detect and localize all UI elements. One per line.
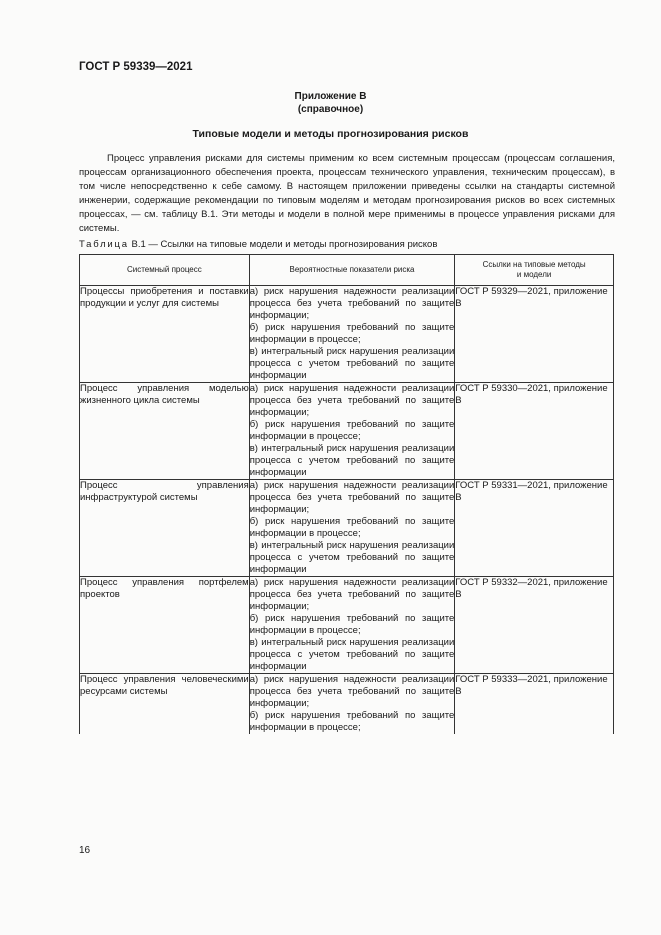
- reference-cell: ГОСТ Р 59332—2021, приложение В: [455, 577, 614, 674]
- risk-indicator-cell: а) риск нарушения надежности реализации процесса без учета требований по защите информации;: [249, 286, 455, 321]
- risk-models-table: [79, 254, 614, 734]
- process-cell: Процесс управления портфелем проектов: [80, 577, 250, 674]
- risk-indicator-cell: а) риск нарушения надежности реализации процесса без учета требований по защите информации;: [249, 674, 455, 709]
- risk-indicator-cell: в) интегральный риск нарушения реализации процесса с учетом требований по защите информации: [249, 540, 455, 575]
- table-row: [80, 383, 614, 420]
- intro-paragraph: Процесс управления рисками для системы применим ко всем системным процессам (процессам соглашения, процессам организационного обеспечения проекта, процессам технического управления, техническим процессам), в том числе непосредственно к себе самому. В настоящем приложении приведены ссылки на стандарты системной инженерии, содержащие рекомендации по типовым моделям и методам прогнозирования рисков во всех системных процессах, — см. таблицу В.1. Эти методы и модели в полной мере применимы в процессе управления рисками для системы.: [79, 153, 615, 234]
- risk-indicator-cell: в) интегральный риск нарушения реализации процесса с учетом требований по защите информации: [249, 637, 455, 672]
- header-references: Ссылки на типовые методы и модели: [455, 255, 614, 286]
- table-body: [80, 286, 614, 735]
- risk-indicator-cell: а) риск нарушения надежности реализации процесса без учета требований по защите информации;: [249, 480, 455, 515]
- table-row: [80, 286, 614, 323]
- process-cell: Процесс управления моделью жизненного цикла системы: [80, 383, 250, 480]
- risk-indicator-cell: б) риск нарушения требований по защите информации в процессе;: [249, 419, 455, 442]
- table-caption: [79, 239, 437, 250]
- reference-cell: ГОСТ Р 59329—2021, приложение В: [455, 286, 614, 383]
- annex-title: Приложение В: [294, 91, 367, 102]
- table-row: [80, 577, 614, 614]
- risk-indicator-cell: б) риск нарушения требований по защите информации в процессе;: [249, 710, 455, 733]
- page-number: 16: [79, 845, 91, 856]
- risk-indicator-cell: б) риск нарушения требований по защите информации в процессе;: [249, 613, 455, 636]
- table-row: [80, 674, 614, 711]
- process-cell: Процесс управления человеческими ресурсами системы: [80, 674, 250, 735]
- annex-subtitle: (справочное): [297, 104, 364, 115]
- table-caption-prefix: Таблица: [79, 239, 129, 250]
- process-cell: Процессы приобретения и поставки продукции и услуг для системы: [80, 286, 250, 383]
- reference-cell: ГОСТ Р 59331—2021, приложение В: [455, 480, 614, 577]
- table-caption-text: В.1 — Ссылки на типовые модели и методы прогнозирования рисков: [128, 239, 438, 250]
- risk-indicator-cell: а) риск нарушения надежности реализации процесса без учета требований по защите информации;: [249, 577, 455, 612]
- risk-indicator-cell: в) интегральный риск нарушения реализации процесса с учетом требований по защите информации: [249, 346, 455, 381]
- risk-indicator-cell: в) интегральный риск нарушения реализации процесса с учетом требований по защите информации: [249, 443, 455, 478]
- header-system-process: Системный процесс: [80, 255, 250, 286]
- process-cell: Процесс управления инфраструктурой системы: [80, 480, 250, 577]
- risk-indicator-cell: б) риск нарушения требований по защите информации в процессе;: [249, 516, 455, 539]
- table-row: [80, 480, 614, 517]
- section-heading: Типовые модели и методы прогнозирования рисков: [192, 128, 469, 140]
- reference-cell: ГОСТ Р 59333—2021, приложение В: [455, 674, 614, 735]
- header-risk-indicators: Вероятностные показатели риска: [249, 255, 455, 286]
- risk-indicator-cell: б) риск нарушения требований по защите информации в процессе;: [249, 322, 455, 345]
- document-standard-number: ГОСТ Р 59339—2021: [79, 61, 193, 73]
- table-header-row: [80, 255, 614, 286]
- risk-indicator-cell: а) риск нарушения надежности реализации процесса без учета требований по защите информации;: [249, 383, 455, 418]
- reference-cell: ГОСТ Р 59330—2021, приложение В: [455, 383, 614, 480]
